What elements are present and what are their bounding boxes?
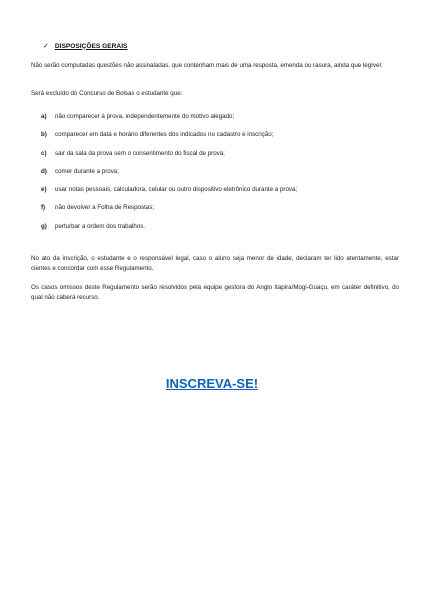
cta-container [0,375,424,393]
paragraph-declaration: No ato da inscrição, o estudante e o responsável legal, caso o aluno seja menor de idade, declaram ter lido atentamente, estar cientes e concordar com esse Regulamento. [31,255,399,272]
list-item-letter: c) [41,149,47,157]
list-item-letter: b) [41,131,47,139]
exclusion-list [31,112,391,240]
list-item-letter: d) [41,167,47,175]
list-item [31,222,391,240]
checkmark-icon: ✓ [43,43,49,50]
paragraph-exclusion-intro: Será excluído do Concurso de Bolsas o estudante que: [31,90,183,97]
paragraph-omitted-cases: Os casos omissos deste Regulamento serão resolvidos pela equipe gestora do Anglo Itapira/Mogi-Guaçu, em caráter definitivo, do qual não caberá recurso. [31,284,399,301]
list-item-text: sair da sala da prova sem o consentimento do fiscal de prova; [55,149,225,157]
paragraph-unmarked-questions: Não serão computadas questões não assinaladas, que contenham mais de uma resposta, emenda ou rasura, ainda que legível. [31,62,383,69]
list-item-text: não comparecer à prova, independentemente do motivo alegado; [55,113,235,120]
list-item-text: perturbar a ordem dos trabalhos. [55,222,146,230]
list-item [31,203,391,221]
list-item-text: comparecer em data e horário diferentes dos indicados no cadastro e inscrição; [55,131,274,139]
list-item-text: não devolver a Folha de Respostas; [55,204,155,212]
list-item [31,130,391,148]
list-item [31,149,391,167]
list-item-letter: a) [41,113,47,120]
list-item-text: comer durante a prova; [55,167,119,175]
list-item [31,112,391,130]
list-item-letter: e) [41,186,47,194]
section-heading [43,42,127,50]
list-item-letter: f) [41,204,46,212]
register-link[interactable]: INSCREVA-SE! [165,376,259,391]
list-item [31,167,391,185]
list-item [31,185,391,203]
list-item-letter: g) [41,222,47,230]
section-title: DISPOSIÇÕES GERAIS [54,42,128,50]
list-item-text: usar notas pessoais, calculadora, celular ou outro dispositivo eletrônico durante a prova; [55,186,298,194]
